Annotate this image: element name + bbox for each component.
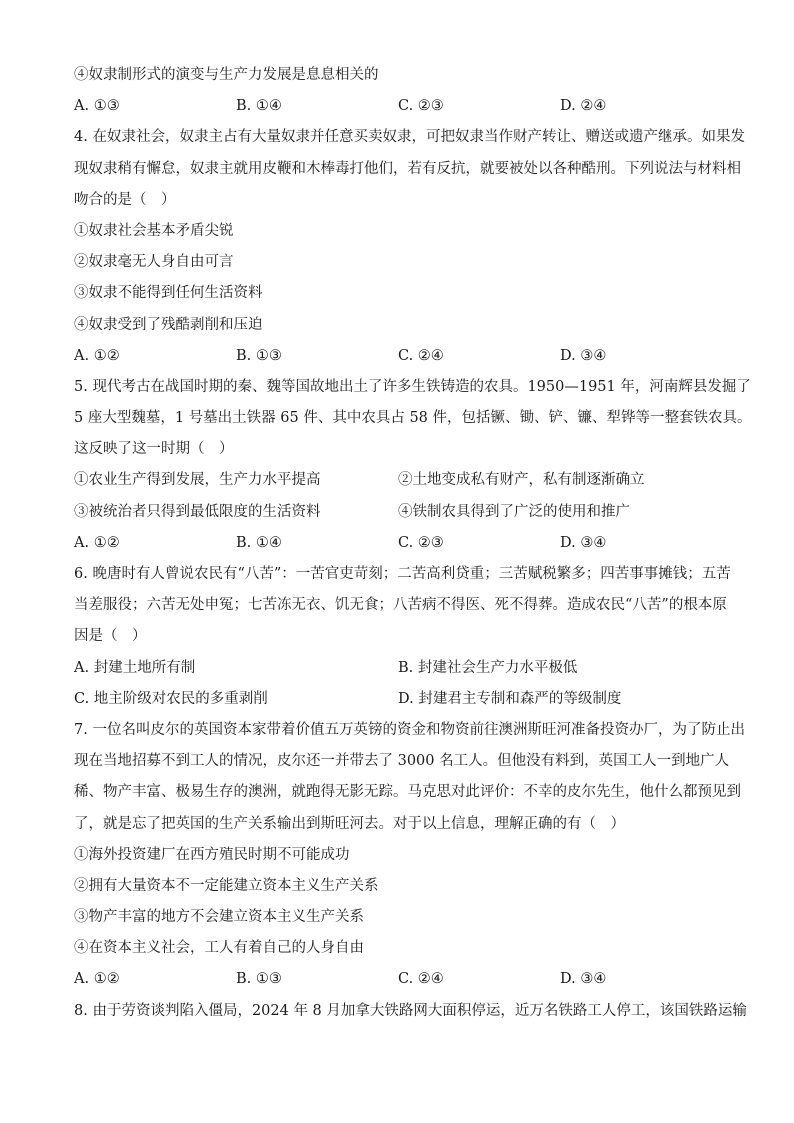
q7-option-a: A. ①② [74,971,120,988]
q4-option-d: D. ③④ [560,347,607,364]
q5-statements-row-2 [74,497,724,528]
q6-options-row-1 [74,653,724,684]
q5-statement-4: ④铁制农具得到了广泛的使用和推广 [398,503,630,520]
q3-option-c: C. ②③ [398,98,444,115]
q6-options-row-2 [74,684,724,715]
q8-stem-line-1: 8. 由于劳资谈判陷入僵局，2024 年 8 月加拿大铁路网大面积停运，近万名铁路工人停工，该国铁路运输 [74,1002,747,1019]
q4-option-b: B. ①③ [236,347,282,364]
q7-option-b: B. ①③ [236,971,282,988]
q4-statement-4: ④奴隶受到了残酷剥削和压迫 [74,316,263,333]
q4-statement-2: ②奴隶毫无人身自由可言 [74,254,234,271]
q4-statement-3: ③奴隶不能得到任何生活资料 [74,285,263,302]
exam-page [74,60,752,1027]
q7-statement-1: ①海外投资建厂在西方殖民时期不可能成功 [74,846,350,863]
q7-stem-line-2: 现在当地招募不到工人的情况，皮尔还一并带去了 3000 名工人。但他没有料到，英国工人一到地广人 [74,753,730,770]
q6-stem-line-3: 因是（ ） [74,628,147,645]
q7-option-d: D. ③④ [560,971,607,988]
q5-stem-line-3: 这反映了这一时期（ ） [74,441,234,458]
q4-stem-line-1: 4. 在奴隶社会，奴隶主占有大量奴隶并任意买卖奴隶，可把奴隶当作财产转让、赠送或遗产继承。如果发 [74,129,745,146]
q7-statement-4: ④在资本主义社会，工人有着自己的人身自由 [74,940,364,957]
q5-option-b: B. ①④ [236,534,282,551]
q7-statement-2: ②拥有大量资本不一定能建立资本主义生产关系 [74,877,379,894]
q7-stem-line-4: 了，就是忘了把英国的生产关系输出到斯旺河去。对于以上信息，理解正确的有（ ） [74,815,625,832]
q5-option-a: A. ①② [74,534,120,551]
q4-statement-1: ①奴隶社会基本矛盾尖锐 [74,222,234,239]
q3-option-d: D. ②④ [560,98,607,115]
q4-options [74,341,724,372]
q5-stem-line-2: 5 座大型魏墓，1 号墓出土铁器 65 件、其中农具占 58 件，包括镢、锄、铲、镰、犁铧等一整套铁农具。 [74,410,752,427]
q4-option-c: C. ②④ [398,347,444,364]
q6-option-a: A. 封建土地所有制 [74,659,196,676]
q3-options [74,91,724,122]
q5-option-c: C. ②③ [398,534,444,551]
q6-option-d: D. 封建君主专制和森严的等级制度 [398,690,622,707]
q5-options [74,528,724,559]
q6-stem-line-2: 当差服役；六苦无处申冤；七苦冻无衣、饥无食；八苦病不得医、死不得葬。造成农民“八苦”的根本原 [74,597,727,614]
q7-option-c: C. ②④ [398,971,444,988]
q5-statement-1: ①农业生产得到发展，生产力水平提高 [74,472,321,489]
q5-statement-2: ②土地变成私有财产，私有制逐渐确立 [398,472,645,489]
q4-option-a: A. ①② [74,347,120,364]
q7-stem-line-1: 7. 一位名叫皮尔的英国资本家带着价值五万英镑的资金和物资前往澳洲斯旺河准备投资办厂，为了防止出 [74,721,745,738]
q3-option-a: A. ①③ [74,98,120,115]
q6-stem-line-1: 6. 晚唐时有人曾说农民有“八苦”：一苦官吏苛刻；二苦高利贷重；三苦赋税繁多；四苦事事摊钱；五苦 [74,566,731,582]
q5-option-d: D. ③④ [560,534,607,551]
q4-stem-line-2: 现奴隶稍有懈怠，奴隶主就用皮鞭和木棒毒打他们，若有反抗，就要被处以各种酷刑。下列说法与材料相 [74,160,741,177]
q3-statement-4: ④奴隶制形式的演变与生产力发展是息息相关的 [74,67,379,83]
q5-stem-line-1: 5. 现代考古在战国时期的秦、魏等国故地出土了许多生铁铸造的农具。1950—1951 年，河南辉县发掘了 [74,378,751,395]
q7-statement-3: ③物产丰富的地方不会建立资本主义生产关系 [74,909,364,926]
q3-option-b: B. ①④ [236,98,282,115]
q5-statements-row-1 [74,465,724,496]
q6-option-c: C. 地主阶级对农民的多重剥削 [74,690,268,707]
q5-statement-3: ③被统治者只得到最低限度的生活资料 [74,503,321,520]
q7-options [74,964,724,995]
q7-stem-line-3: 稀、物产丰富、极易生存的澳洲，就跑得无影无踪。马克思对此评价：不幸的皮尔先生，他什么都预见到 [74,784,741,801]
q4-stem-line-3: 吻合的是（ ） [74,191,176,208]
q6-option-b: B. 封建社会生产力水平极低 [398,659,578,676]
